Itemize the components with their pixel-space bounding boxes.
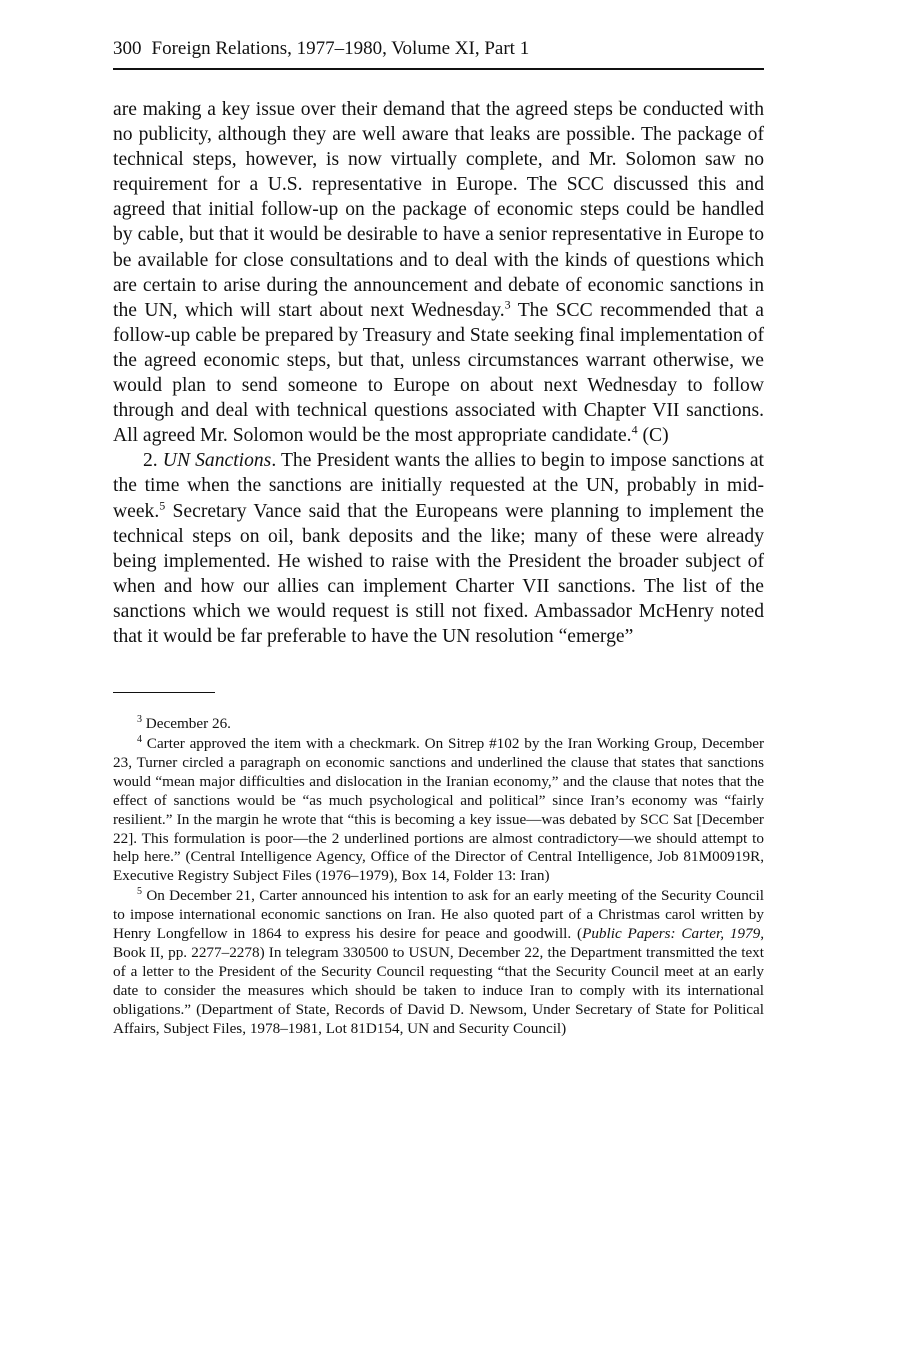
paragraph-text: . The President wants the allies to begin to impose sanctions at the time when the sanctions are initially requested at the UN, probably in mid-week. (113, 450, 764, 522)
citation-title: Public Papers: Carter, 1979 (582, 925, 761, 943)
running-head (113, 36, 764, 62)
paragraph-un-sanctions (113, 448, 764, 649)
footnote-number: 4 (137, 733, 142, 745)
classification-marking: (C) (637, 425, 669, 447)
footnote-text: On December 21, Carter announced his intention to ask for an early meeting of the Security Council to impose international economic sanctions on Iran. He also quoted part of a Christmas carol written by Henry Longfellow in 1864 to express his desire for peace and goodwill. ( (113, 887, 764, 943)
footnote-separator (113, 692, 215, 693)
paragraph-economic-steps (113, 97, 764, 448)
footnote-3 (113, 715, 764, 734)
section-heading: UN Sanctions (162, 450, 272, 472)
paragraph-text: Secretary Vance said that the Europeans were planning to implement the technical steps on oil, bank deposits and the like; many of these were already being implemented. He wished to raise with the President the broader subject of when and how our allies can implement Charter VII sanctions. The list of the sanctions which we would request is still not fixed. Ambassador McHenry noted that it would be far preferable to have the UN resolution “emerge” (113, 500, 764, 647)
item-number: 2. (143, 450, 163, 472)
footnote-number: 3 (137, 714, 142, 725)
footnote-ref-3[interactable]: 3 (504, 297, 511, 312)
footnote-ref-5[interactable]: 5 (159, 497, 166, 512)
footnote-ref-4[interactable]: 4 (631, 422, 638, 437)
volume-title: Foreign Relations, 1977–1980, Volume XI, Part 1 (151, 38, 530, 59)
footnote-text: December 26. (142, 715, 231, 733)
page-number: 300 (113, 38, 142, 59)
footnote-text: , Book II, pp. 2277–2278) In telegram 330500 to USUN, December 22, the Department transmitted the text of a letter to the President of the Security Council requesting “that the Security Council meet at an early date to consider the measures which should be taken to induce Iran to comply with its international obligations.” (Department of State, Records of David D. Newsom, Under Secretary of State for Political Affairs, Subject Files, 1978–1981, Lot 81D154, UN and Security Council) (113, 925, 764, 1037)
footnote-number: 5 (137, 886, 142, 898)
main-text (113, 97, 764, 649)
paragraph-text: are making a key issue over their demand that the agreed steps be conducted with no publicity, although they are well aware that leaks are possible. The package of technical steps, however, is now virtually complete, and Mr. Solomon saw no requirement for a U.S. representative in Europe. The SCC discussed this and agreed that initial follow-up on the package of economic steps could be handled by cable, but that it would be desirable to have a senior representative in Europe to be available for close consultations and to deal with the kinds of questions which are certain to arise during the announcement and debate of economic sanctions in the UN, which will start about next Wednesday. (113, 99, 764, 321)
paragraph-text: The SCC recommended that a follow-up cable be prepared by Treasury and State seeking final implementation of the agreed economic steps, but that, unless circumstances warrant otherwise, we would plan to send someone to Europe on about next Wednesday to follow through and deal with technical questions associated with Chapter VII sanctions. All agreed Mr. Solomon would be the most appropriate candidate. (113, 299, 765, 447)
footnotes (113, 715, 764, 1038)
document-page (113, 36, 764, 1039)
footnote-4 (113, 735, 764, 886)
header-rule (113, 68, 764, 70)
footnote-text: Carter approved the item with a checkmark. On Sitrep #102 by the Iran Working Group, December 23, Turner circled a paragraph on economic sanctions and underlined the clause that states that sanctions would “mean major difficulties and dislocation in the Iranian economy,” and the clause that notes that the effect of sanctions would be “as much psychological and political” since Iran’s economy was “fairly resilient.” In the margin he wrote that “this is becoming a key issue—was debated by SCC Sat [December 22]. This formulation is poor—the 2 underlined portions are almost contradictory—we should attempt to help here.” (Central Intelligence Agency, Office of the Director of Central Intelligence, Job 81M00919R, Executive Registry Subject Files (1976–1979), Box 14, Folder 13: Iran) (113, 734, 764, 885)
footnote-5 (113, 887, 764, 1038)
